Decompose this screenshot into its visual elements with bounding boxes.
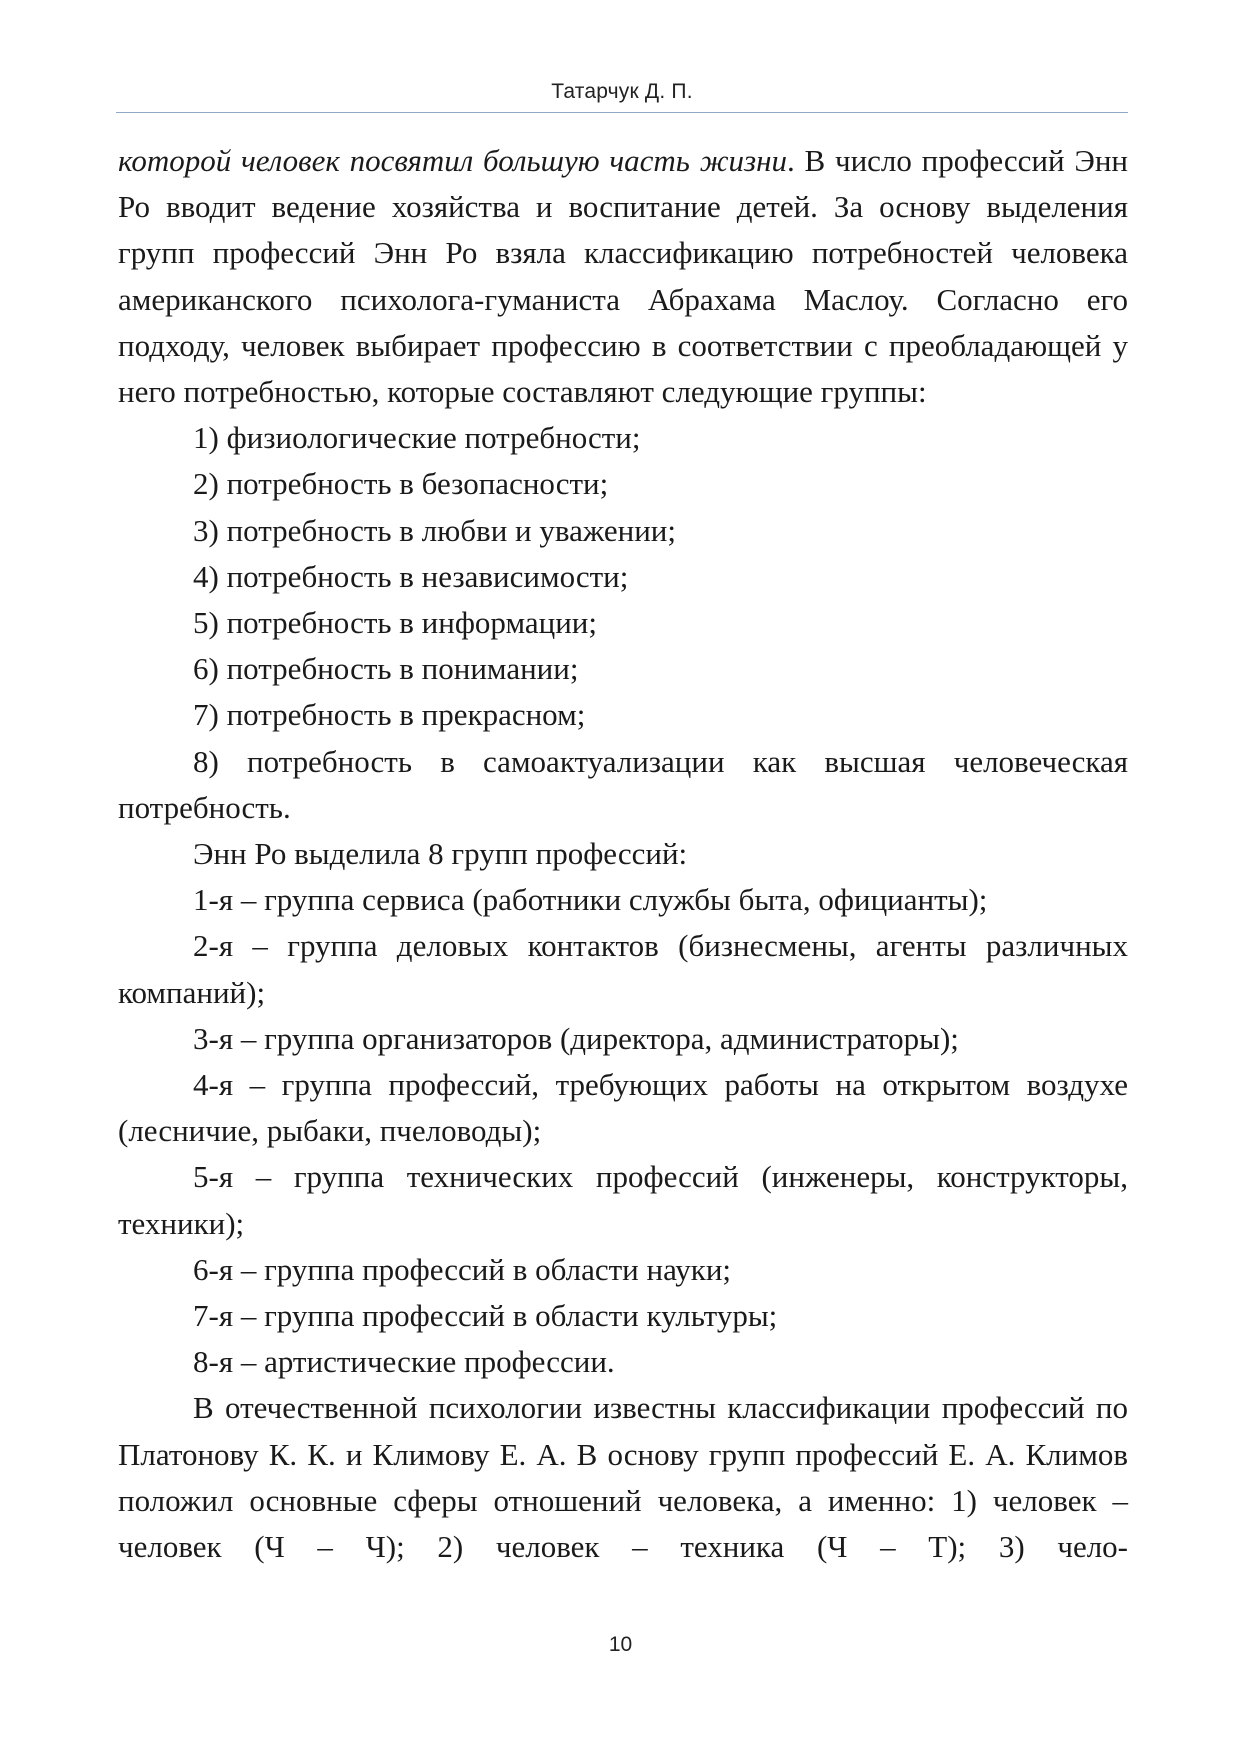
need-item: 6) потребность в понимании; — [193, 651, 579, 687]
need-item: 1) физиологические потребности; — [193, 420, 641, 456]
body-text — [118, 138, 1128, 1570]
closing-paragraph: В отечественной психологии известны классификации профессий по Платонову К. К. и Климову Е. А. В основу групп профессий Е. А. Климов положил основные сферы отношений человека, а именно: 1) человек – человек (Ч – Ч); 2) человек – техника (Ч – Т); 3) чело- — [118, 1390, 1128, 1565]
need-item: 7) потребность в прекрасном; — [193, 697, 586, 733]
group-item: 8-я – артистические профессии. — [193, 1344, 615, 1380]
group-item: 7-я – группа профессий в области культуры; — [193, 1298, 778, 1334]
intro-paragraph — [118, 138, 1128, 415]
page-number: 10 — [608, 1633, 633, 1656]
need-item: 8) потребность в самоактуализации как высшая человеческая потребность. — [118, 743, 1128, 825]
need-item: 3) потребность в любви и уважении; — [193, 512, 677, 548]
intro-rest: . В число профессий Энн Ро вводит ведение хозяйства и воспитание детей. За основу выделения групп профессий Энн Ро взяла классификацию потребностей человека американского психолога-гуманиста Абрахама Маслоу. Согласно его подходу, человек выбирает профессию в соответствии с преобладающей у него потребностью, которые составляют следующие группы: — [118, 143, 1129, 410]
group-item: 6-я – группа профессий в области науки; — [193, 1251, 732, 1287]
group-item: 3-я – группа организаторов (директора, администраторы); — [193, 1020, 959, 1056]
need-item: 5) потребность в информации; — [193, 605, 597, 641]
group-item: 5-я – группа технических профессий (инженеры, конструкторы, техники); — [118, 1159, 1128, 1241]
group-item: 4-я – группа профессий, требующих работы на открытом воздухе (лесничие, рыбаки, пчеловоды); — [118, 1067, 1128, 1149]
group-item: 2-я – группа деловых контактов (бизнесмены, агенты различных компаний); — [118, 928, 1128, 1010]
running-header: Татарчук Д. П. — [551, 80, 693, 103]
header-rule — [116, 112, 1128, 113]
need-item: 2) потребность в безопасности; — [193, 466, 609, 502]
intro-italic: которой человек посвятил большую часть жизни — [118, 143, 788, 178]
groups-intro: Энн Ро выделила 8 групп профессий: — [193, 836, 688, 872]
need-item: 4) потребность в независимости; — [193, 558, 629, 594]
group-item: 1-я – группа сервиса (работники службы быта, официанты); — [193, 882, 988, 918]
